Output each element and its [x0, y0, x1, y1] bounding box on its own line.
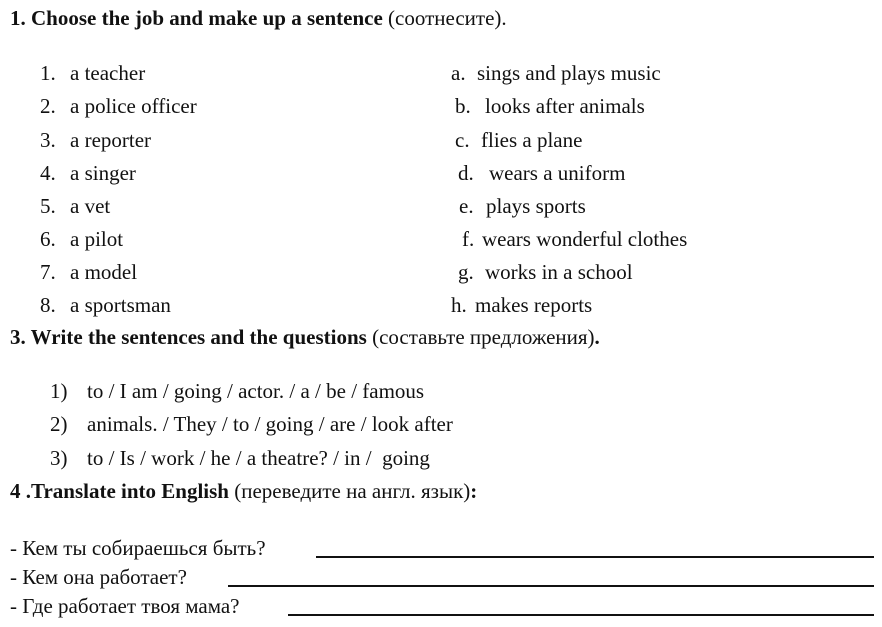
- description-item-c: c. flies a plane: [455, 128, 583, 152]
- description-item-e: e. plays sports: [459, 194, 586, 218]
- answer-line-2[interactable]: [228, 585, 874, 587]
- section3-note: (составьте предложения): [366, 325, 595, 349]
- section1-title: 1. Choose the job and make up a sentence: [10, 6, 383, 30]
- job-item-4: 4. a singer: [40, 161, 136, 185]
- sentence-item-1: 1) to / I am / going / actor. / a / be / famous: [50, 379, 425, 403]
- job-item-5: 5. a vet: [40, 194, 111, 218]
- description-item-d: d. wears a uniform: [458, 161, 626, 185]
- job-item-1: 1. a teacher: [40, 61, 146, 85]
- section3-title: 3. Write the sentences and the questions: [10, 325, 367, 349]
- section4-note: (переведите на англ. язык): [228, 479, 471, 503]
- section4-title: 4 .Translate into English: [10, 479, 229, 503]
- sentence-item-2: 2) animals. / They / to / going / are / look after: [50, 412, 453, 436]
- job-item-8: 8. a sportsman: [40, 293, 171, 317]
- translate-question-1: - Кем ты собираешься быть?: [10, 536, 266, 560]
- job-item-3: 3. a reporter: [40, 128, 152, 152]
- description-item-a: a. sings and plays music: [451, 61, 661, 85]
- job-item-2: 2. a police officer: [40, 94, 197, 118]
- section4-heading: 4 .Translate into English (переведите на англ. язык):: [10, 479, 478, 503]
- section3-heading: 3. Write the sentences and the questions (составьте предложения).: [10, 325, 600, 349]
- section1-heading: [10, 5, 507, 31]
- job-item-6: 6. a pilot: [40, 227, 124, 251]
- translate-question-3: - Где работает твоя мама?: [10, 594, 240, 618]
- description-item-h: h. makes reports: [451, 293, 593, 317]
- description-item-g: g. works in a school: [458, 260, 633, 284]
- description-item-f: f. wears wonderful clothes: [462, 227, 688, 251]
- sentence-item-3: 3) to / Is / work / he / a theatre? / in / going: [50, 446, 430, 470]
- description-item-b: b. looks after animals: [455, 94, 645, 118]
- answer-line-3[interactable]: [288, 614, 874, 616]
- section1-note: (соотнесите).: [382, 6, 507, 30]
- answer-line-1[interactable]: [316, 556, 874, 558]
- translate-question-2: - Кем она работает?: [10, 565, 193, 589]
- job-item-7: 7. a model: [40, 260, 138, 284]
